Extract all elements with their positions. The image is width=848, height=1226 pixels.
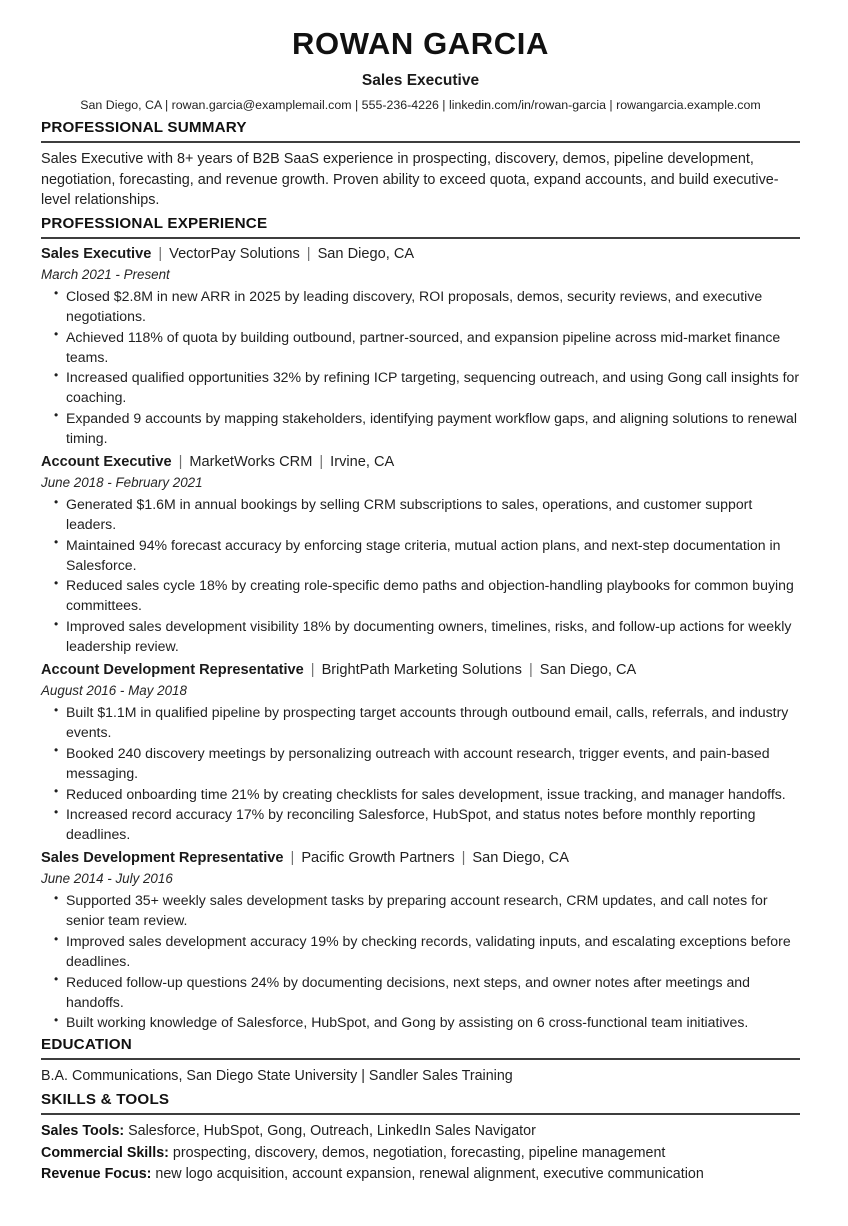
section-professional-summary [41, 118, 800, 211]
field-separator: | [290, 850, 295, 867]
job-dates: March 2021 - Present [41, 266, 170, 282]
job-company: BrightPath Marketing Solutions [321, 662, 522, 679]
field-separator: | [158, 245, 163, 262]
job-dates: June 2014 - July 2016 [41, 871, 173, 887]
skill-label: Revenue Focus: [41, 1166, 152, 1183]
resume-header [41, 26, 800, 114]
field-separator: | [306, 245, 311, 262]
job-bullet: • Improved sales development visibility 18% by documenting owners, timelines, risks, and follow-up actions for weekly leadership review. [54, 616, 800, 656]
experience-entry [41, 453, 800, 656]
summary-text: Sales Executive with 8+ years of B2B SaaS experience in prospecting, discovery, demos, pipeline development, negotiation, forecasting, and revenue growth. Proven ability to exceed quota, expand accounts, and build executive-level relationships. [41, 150, 779, 209]
candidate-name: ROWAN GARCIA [292, 26, 549, 61]
skills-body [41, 1115, 800, 1186]
job-bullet: • Reduced onboarding time 21% by creating checklists for sales development, issue tracking, and manager handoffs. [54, 784, 800, 804]
education-line: B.A. Communications, San Diego State University | Sandler Sales Training [41, 1068, 513, 1085]
job-location: Irvine, CA [330, 454, 395, 470]
job-bullet: • Built working knowledge of Salesforce, HubSpot, and Gong by assisting on 6 cross-functional team initiatives. [54, 1012, 800, 1032]
job-dates: June 2018 - February 2021 [41, 474, 203, 490]
job-title: Sales Executive [41, 245, 152, 262]
section-skills-tools [41, 1090, 800, 1186]
skill-row [41, 1121, 800, 1143]
job-bullet: • Supported 35+ weekly sales development tasks by preparing account research, CRM updates, and call notes for senior team review. [54, 890, 800, 930]
job-bullet: • Reduced follow-up questions 24% by documenting decisions, next steps, and owner notes after meetings and handoffs. [54, 972, 800, 1012]
section-title-summary: PROFESSIONAL SUMMARY [41, 118, 800, 143]
field-separator: | [310, 662, 315, 679]
job-bullet-list [41, 890, 800, 1032]
skill-row [41, 1164, 800, 1186]
field-separator: | [178, 454, 183, 470]
job-dates: August 2016 - May 2018 [41, 683, 187, 699]
job-company: Pacific Growth Partners [301, 850, 455, 867]
job-bullet: • Improved sales development accuracy 19% by checking records, validating inputs, and escalating exceptions before deadlines. [54, 931, 800, 971]
skill-value: prospecting, discovery, demos, negotiation, forecasting, pipeline management [168, 1144, 666, 1161]
skill-value: new logo acquisition, account expansion, renewal alignment, executive communication [151, 1166, 704, 1183]
skill-row [41, 1143, 800, 1165]
experience-entry [41, 661, 800, 844]
job-bullet: • Built $1.1M in qualified pipeline by prospecting target accounts through outbound email, calls, referrals, and industry events. [54, 702, 800, 742]
summary-body [41, 143, 800, 211]
job-company: MarketWorks CRM [189, 454, 313, 470]
job-bullet-list [41, 286, 800, 448]
job-title: Account Development Representative [41, 662, 304, 679]
field-separator: | [528, 662, 533, 679]
job-bullet: • Increased qualified opportunities 32% by refining ICP targeting, sequencing outreach, and using Gong call insights for coaching. [54, 367, 800, 407]
skill-label: Sales Tools: [41, 1122, 125, 1139]
candidate-headline: Sales Executive [361, 71, 480, 89]
job-bullet: • Closed $2.8M in new ARR in 2025 by leading discovery, ROI proposals, demos, security reviews, and executive negotiations. [54, 286, 800, 326]
experience-heading [41, 661, 800, 681]
section-education [41, 1035, 800, 1086]
job-title: Account Executive [41, 454, 172, 470]
section-title-education: EDUCATION [41, 1035, 800, 1060]
section-professional-experience [41, 214, 800, 1033]
experience-heading [41, 245, 800, 265]
skill-label: Commercial Skills: [41, 1144, 169, 1161]
job-title: Sales Development Representative [41, 850, 284, 867]
section-title-experience: PROFESSIONAL EXPERIENCE [41, 214, 800, 239]
experience-entry [41, 849, 800, 1032]
job-company: VectorPay Solutions [169, 245, 300, 262]
experience-entry [41, 245, 800, 448]
job-bullet: • Generated $1.6M in annual bookings by selling CRM subscriptions to sales, operations, and customer support leaders. [54, 494, 800, 534]
job-location: San Diego, CA [317, 245, 415, 262]
job-location: San Diego, CA [539, 662, 637, 679]
job-bullet: • Achieved 118% of quota by building outbound, partner-sourced, and expansion pipeline across mid-market finance teams. [54, 327, 800, 367]
field-separator: | [461, 850, 466, 867]
job-bullet: • Maintained 94% forecast accuracy by enforcing stage criteria, mutual action plans, and next-step documentation in Salesforce. [54, 535, 800, 575]
job-bullet: • Increased record accuracy 17% by reconciling Salesforce, HubSpot, and status notes before monthly reporting deadlines. [54, 804, 800, 844]
job-bullet: • Reduced sales cycle 18% by creating role-specific demo paths and objection-handling playbooks for common buying committees. [54, 575, 800, 615]
job-location: San Diego, CA [472, 850, 569, 867]
experience-heading [41, 453, 800, 473]
experience-body [41, 239, 800, 1033]
job-bullet: • Expanded 9 accounts by mapping stakeholders, identifying payment workflow gaps, and aligning solutions to renewal timing. [54, 408, 800, 448]
education-body [41, 1060, 800, 1086]
field-separator: | [319, 454, 324, 470]
skill-value: Salesforce, HubSpot, Gong, Outreach, LinkedIn Sales Navigator [124, 1122, 536, 1139]
contact-line: San Diego, CA | rowan.garcia@examplemail.com | 555-236-4226 | linkedin.com/in/rowan-garcia | rowangarcia.example.com [80, 98, 761, 113]
job-bullet-list [41, 702, 800, 844]
job-bullet: • Booked 240 discovery meetings by personalizing outreach with account research, trigger events, and pain-based messaging. [54, 743, 800, 783]
section-title-skills: SKILLS & TOOLS [41, 1090, 800, 1115]
job-bullet-list [41, 494, 800, 656]
experience-heading [41, 849, 800, 869]
